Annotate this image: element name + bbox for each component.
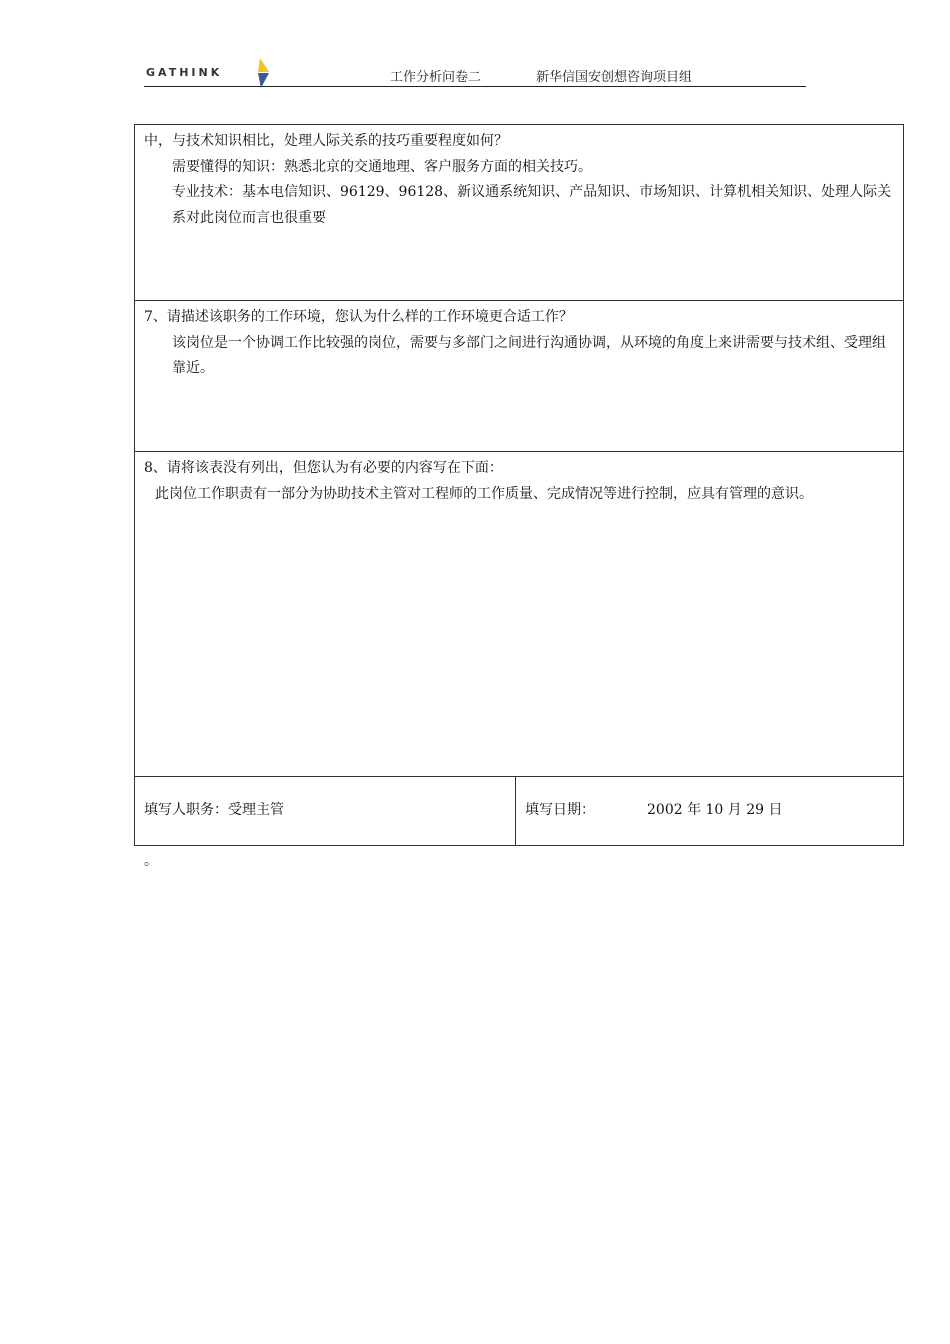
- document-title: 工作分析问卷二: [390, 70, 482, 85]
- trailing-punctuation: 。: [144, 853, 158, 869]
- section-6-question: 中，与技术知识相比，处理人际关系的技巧重要程度如何？: [144, 133, 508, 149]
- date-label: 填写日期：: [525, 802, 595, 819]
- section-7-cell: [135, 301, 904, 452]
- section-6-cell: [135, 125, 904, 301]
- company-logo-icon: [256, 58, 274, 88]
- page-header: [144, 58, 806, 87]
- section-6-knowledge: 需要懂得的知识：熟悉北京的交通地理、客户服务方面的相关技巧。: [172, 158, 592, 175]
- date-value: 2002 年 10 月 29 日: [647, 802, 783, 819]
- date-cell: [516, 777, 904, 846]
- section-6-skills: 专业技术：基本电信知识、96129、96128、新议通系统知识、产品知识、市场知识、计算机相关知识、处理人际关系对此岗位而言也很重要: [172, 184, 892, 226]
- section-7-question: 7、请描述该职务的工作环境，您认为什么样的工作环境更合适工作？: [144, 309, 573, 325]
- company-logo-text: GATHINK: [146, 66, 223, 79]
- organization-name: 新华信国安创想咨询项目组: [536, 70, 693, 85]
- section-7-answer: 该岗位是一个协调工作比较强的岗位，需要与多部门之间进行沟通协调，从环境的角度上来讲需要与技术组、受理组靠近。: [172, 334, 886, 376]
- questionnaire-table: [134, 124, 904, 846]
- section-8-answer: 此岗位工作职责有一部分为协助技术主管对工程师的工作质量、完成情况等进行控制，应具有管理的意识。: [155, 485, 813, 502]
- section-8-cell: [135, 452, 904, 777]
- position-cell: [135, 777, 516, 846]
- position-field: 填写人职务：受理主管: [144, 802, 284, 819]
- section-8-question: 8、请将该表没有列出，但您认为有必要的内容写在下面：: [144, 460, 503, 476]
